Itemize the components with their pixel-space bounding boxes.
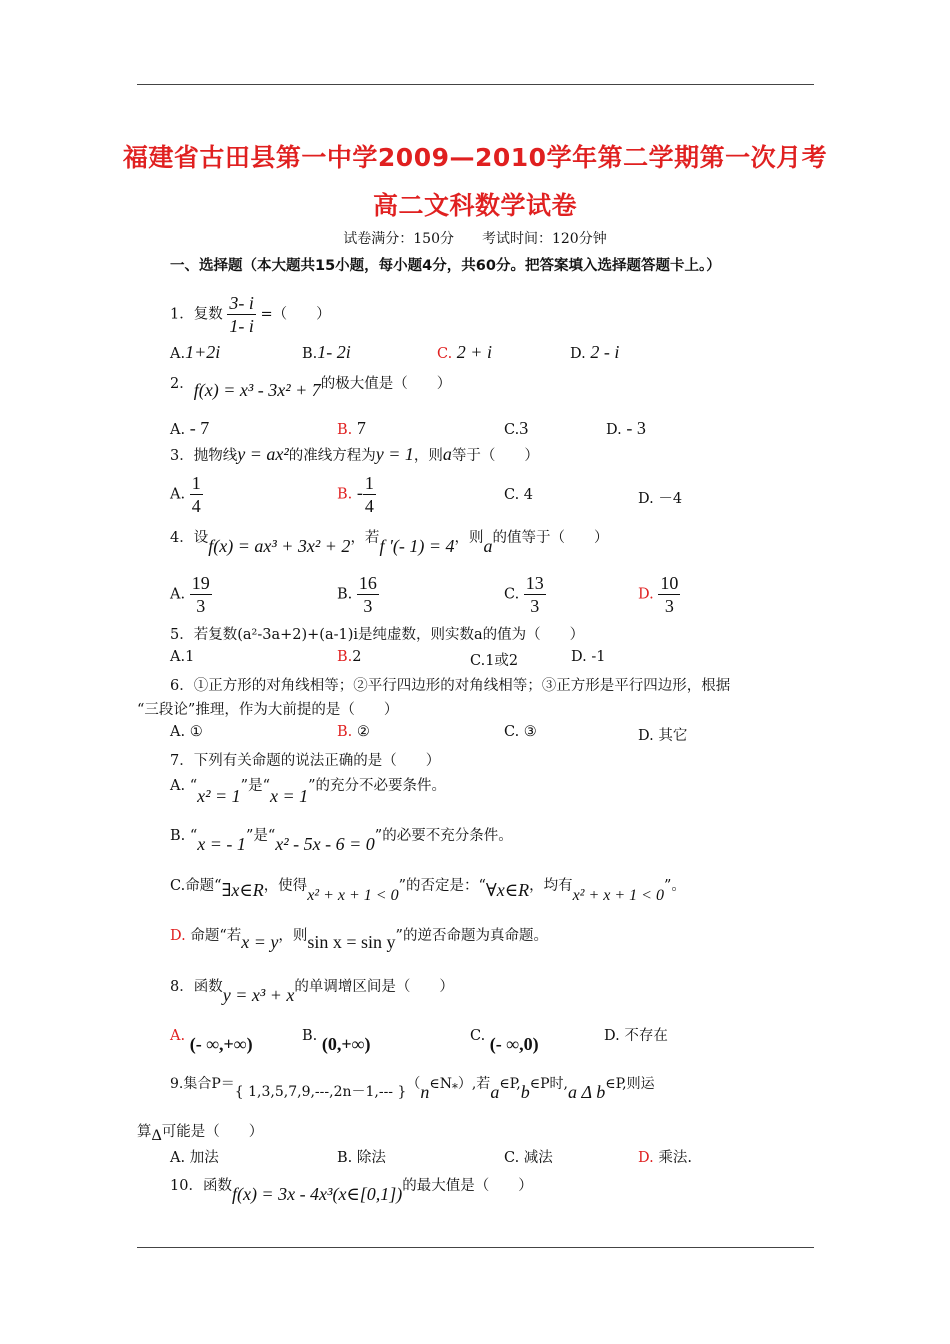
q9-option-d: D. 乘法. <box>638 1150 692 1166</box>
q9-option-b: B. 除法 <box>337 1150 386 1166</box>
section-heading: 一、选择题（本大题共15小题，每小题4分，共60分。把答案填入选择题答题卡上。） <box>170 258 721 274</box>
q4-option-d: D. $\frac{10}{3}$ <box>638 573 679 616</box>
question-7: 7．下列有关命题的说法正确的是（ ） <box>170 753 441 769</box>
q1-option-a: A.1+2i <box>170 342 221 362</box>
question-4: 4．设f(x) = ax³ + 3x² + 2，若f ′(- 1) = 4，则a的值等于（ ） <box>170 530 609 556</box>
q7-option-c: C.命题“∃x∈R，使得x² + x + 1 < 0”的否定是：“∀x∈R，均有x² + x + 1 < 0”。 <box>170 878 686 904</box>
q6-option-d: D. 其它 <box>638 728 688 744</box>
q2-option-a: A. - 7 <box>170 418 210 438</box>
q5-option-a: A.1 <box>170 649 195 665</box>
q6-option-a: A. ① <box>170 724 203 740</box>
q3-option-c: C. 4 <box>504 487 534 503</box>
q2-option-d: D. - 3 <box>606 418 646 438</box>
q4-option-b: B. $\frac{16}{3}$ <box>337 573 377 616</box>
q6-option-b: B. ② <box>337 724 370 740</box>
question-2: 2．f(x) = x³ - 3x² + 7的极大值是（ ） <box>170 376 452 400</box>
q1-option-d: D. 2 - i <box>570 342 620 362</box>
question-9-line2: 算Δ可能是（ ） <box>137 1124 264 1144</box>
q9-option-a: A. 加法 <box>170 1150 219 1166</box>
q4-option-a: A. $\frac{19}{3}$ <box>170 573 210 616</box>
q1-option-c: C. 2 + i <box>437 342 492 362</box>
question-8: 8．函数y = x³ + x的单调增区间是（ ） <box>170 979 454 1005</box>
question-10: 10．函数f(x) = 3x - 4x³(x∈[0,1])的最大值是（ ） <box>170 1178 533 1204</box>
question-6-line2: “三段论”推理，作为大前提的是（ ） <box>137 702 399 718</box>
fraction: $\frac{3- i}{1- i}$ <box>229 293 254 336</box>
page-title-line2: 高二文科数学试卷 <box>372 191 577 220</box>
q7-option-a: A. “x² = 1”是“x = 1”的充分不必要条件。 <box>170 778 447 806</box>
q9-option-c: C. 减法 <box>504 1150 553 1166</box>
q2-option-c: C.3 <box>504 418 529 438</box>
question-6-line1: 6．①正方形的对角线相等；②平行四边形的对角线相等；③正方形是平行四边形，根据 <box>170 678 731 694</box>
exam-meta: 试卷满分：150分 考试时间：120分钟 <box>343 231 607 247</box>
footer-rule <box>137 1247 814 1248</box>
header-rule <box>137 84 814 85</box>
q3-option-b: B. - $\frac{1}{4}$ <box>337 473 374 516</box>
q8-option-d: D. 不存在 <box>604 1028 668 1044</box>
q6-option-c: C. ③ <box>504 724 537 740</box>
q3-option-d: D. －4 <box>638 491 683 507</box>
question-1: 1．复数 $\frac{3- i}{1- i}$ =（ ） <box>170 293 331 336</box>
q2-option-b: B. 7 <box>337 418 366 438</box>
q5-option-d: D. -1 <box>571 649 606 665</box>
q4-option-c: C. $\frac{13}{3}$ <box>504 573 544 616</box>
question-9: 9.集合P＝{ 1,3,5,7,9,---,2n－1,--- }$(n\in N_*)$,若a∈P,b∈P时,a Δ b∈P,则运 <box>170 1076 655 1102</box>
q7-option-d: D. 命题“若x = y，则sin x = sin y”的逆否命题为真命题。 <box>170 928 548 952</box>
q8-option-a: A. (- ∞,+∞) <box>170 1028 253 1054</box>
q3-option-a: A. $\frac{1}{4}$ <box>170 473 201 516</box>
question-5: 5．若复数(a²-3a+2)+(a-1)i是纯虚数，则实数a的值为（ ） <box>170 627 585 643</box>
q1-option-b: B.1- 2i <box>302 342 351 362</box>
q8-option-c: C. (- ∞,0) <box>470 1028 539 1054</box>
q7-option-b: B. “x = - 1”是“x² - 5x - 6 = 0”的必要不充分条件。 <box>170 828 513 854</box>
q5-option-b: B.2 <box>337 649 362 665</box>
q5-option-c: C.1或2 <box>470 653 519 669</box>
question-3: 3．抛物线y = ax²的准线方程为y = 1，则a等于（ ） <box>170 444 539 464</box>
q8-option-b: B. (0,+∞) <box>302 1028 371 1054</box>
page-title-line1: 福建省古田县第一中学2009—2010学年第二学期第一次月考 <box>122 143 828 172</box>
